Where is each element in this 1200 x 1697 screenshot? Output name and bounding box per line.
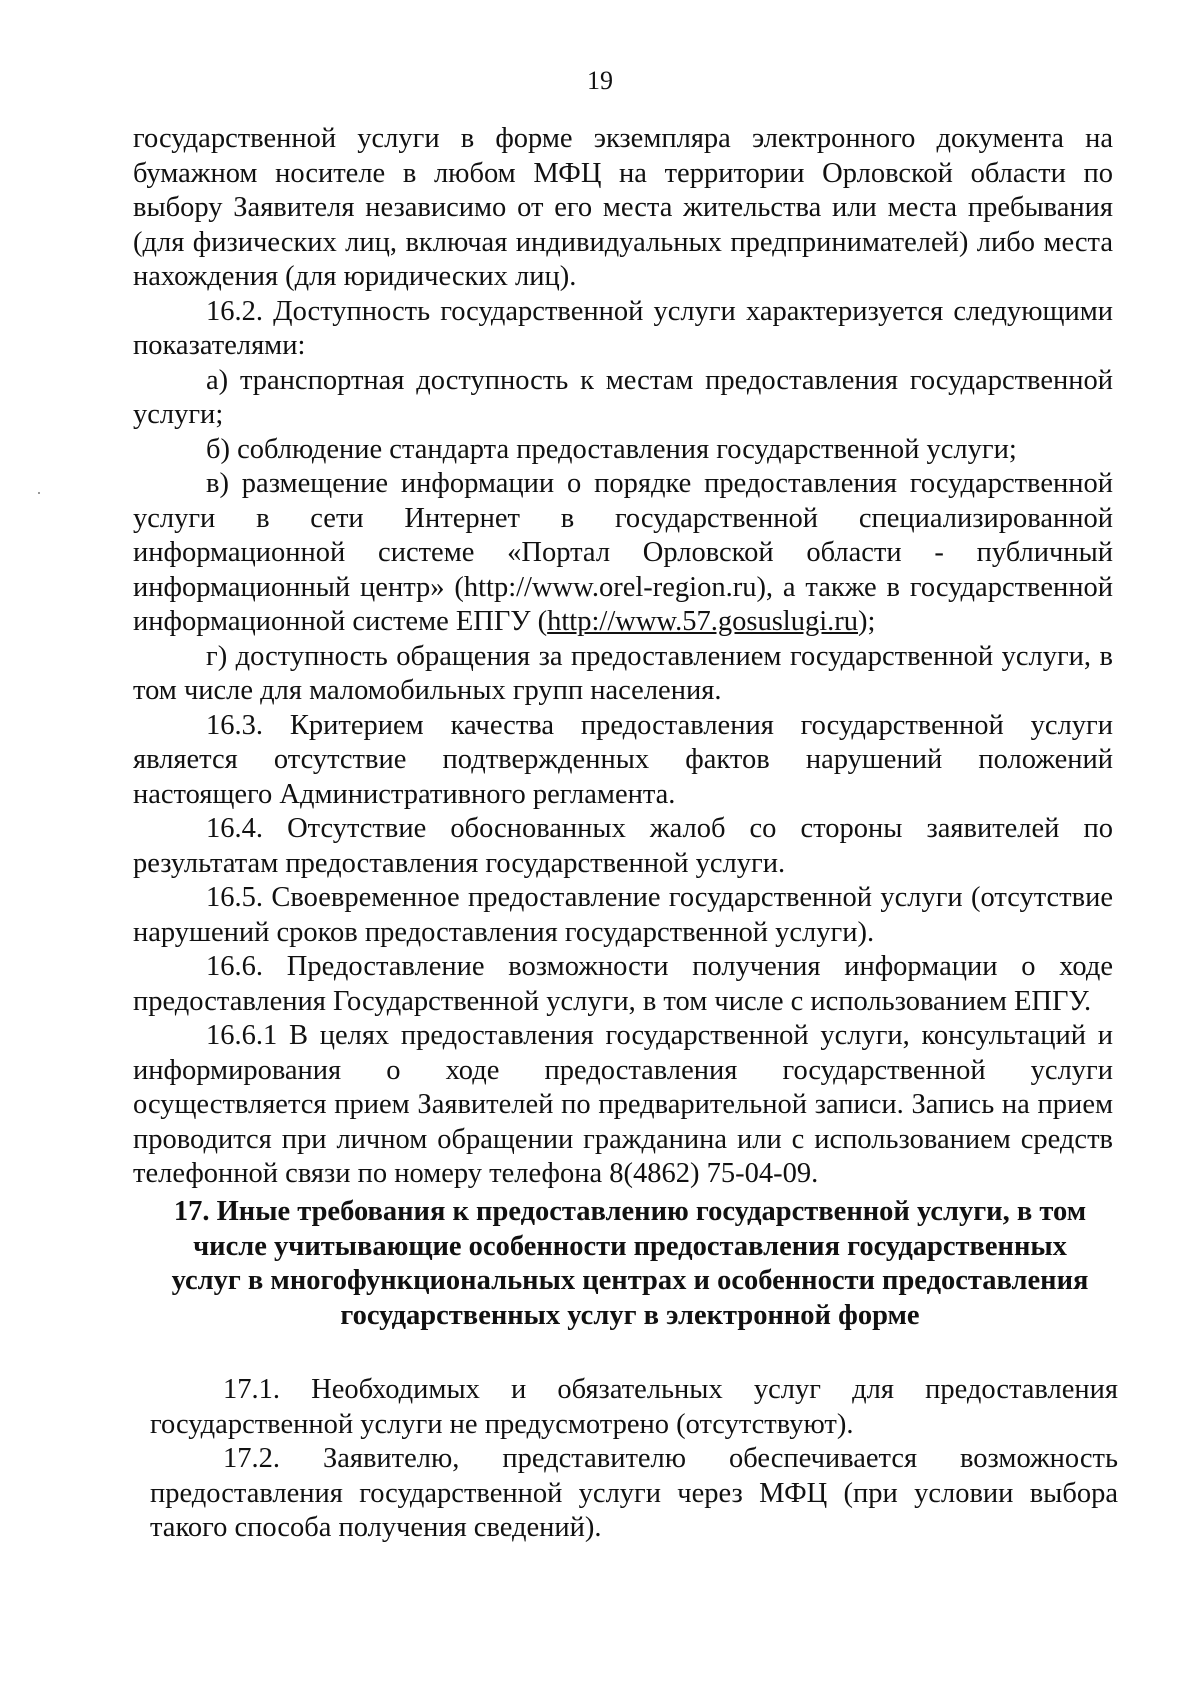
section-16-body — [133, 122, 1113, 1192]
paragraph-17-2: 17.2. Заявителю, представителю обеспечивается возможность предоставления государственной услуги через МФЦ (при условии выбора такого способа получения сведений). — [150, 1443, 1118, 1543]
paragraph-16-5: 16.5. Своевременное предоставление государственной услуги (отсутствие нарушений сроков предоставления государственной услуги). — [133, 882, 1113, 948]
paragraph-16-2-v-tail: ); — [858, 606, 876, 637]
epgu-link[interactable]: http://www.57.gosuslugi.ru — [547, 606, 859, 637]
paragraph-17-1: 17.1. Необходимых и обязательных услуг для предоставления государственной услуги не предусмотрено (отсутствуют). — [150, 1374, 1118, 1440]
scan-speck — [38, 492, 40, 494]
paragraph-16-4: 16.4. Отсутствие обоснованных жалоб со стороны заявителей по результатам предоставления государственной услуги. — [133, 813, 1113, 879]
section-17-heading: 17. Иные требования к предоставлению государственной услуги, в том числе учитывающие особенности предоставления государственных услуг в многофункциональных центрах и особенности предоставления государственных услуг в электронной форме — [171, 1196, 1089, 1331]
paragraph-16-2-g: г) доступность обращения за предоставлением государственной услуги, в том числе для маломобильных групп населения. — [133, 640, 1113, 706]
paragraph-16-2-v — [133, 467, 1113, 640]
paragraph-16-6-1: 16.6.1 В целях предоставления государственной услуги, консультаций и информирования о ходе предоставления государственной услуги осуществляется прием Заявителей по предварительной записи. Запись на прием проводится при личном обращении гражданина или с использованием средств телефонной связи по номеру телефона 8(4862) 75-04-09. — [133, 1020, 1113, 1189]
paragraph-16-6: 16.6. Предоставление возможности получения информации о ходе предоставления Государственной услуги, в том числе с использованием ЕПГУ. — [133, 951, 1113, 1017]
page-number: 19 — [587, 66, 613, 95]
paragraph-16-2: 16.2. Доступность государственной услуги характеризуется следующими показателями: — [133, 295, 1113, 361]
paragraph-16-3: 16.3. Критерием качества предоставления государственной услуги является отсутствие подтвержденных фактов нарушений положений настоящего Административного регламента. — [133, 709, 1113, 810]
paragraph-continuation: государственной услуги в форме экземпляра электронного документа на бумажном носителе в любом МФЦ на территории Орловской области по выбору Заявителя независимо от его места жительства или места пребывания (для физических лиц, включая индивидуальных предпринимателей) либо места нахождения (для юридических лиц). — [133, 123, 1113, 292]
paragraph-16-2-v-text: в) размещение информации о порядке предоставления государственной услуги в сети Интернет в государственной специализированной информационной системе «Портал Орловской области - публичный информационный центр» (http://www.orel-region.ru), а также в государственной информационной системе ЕПГУ ( — [133, 468, 1113, 637]
paragraph-16-2-a: а) транспортная доступность к местам предоставления государственной услуги; — [133, 364, 1113, 430]
paragraph-16-2-b: б) соблюдение стандарта предоставления государственной услуги; — [206, 433, 1017, 465]
section-17-body — [150, 1373, 1118, 1546]
